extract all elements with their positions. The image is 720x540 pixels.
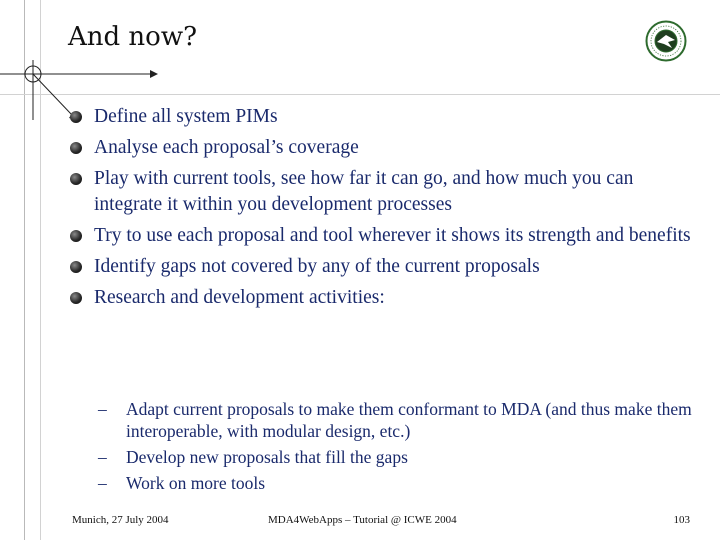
dash-marker: – bbox=[98, 399, 107, 419]
bullet-dot-icon bbox=[70, 111, 82, 123]
bullet-item bbox=[68, 135, 698, 161]
dash-marker: – bbox=[98, 447, 107, 467]
footer-date: Munich, 27 July 2004 bbox=[72, 514, 169, 526]
bullet-item bbox=[68, 223, 698, 249]
bullet-text: Identify gaps not covered by any of the current proposals bbox=[94, 256, 540, 277]
slide-title: And now? bbox=[68, 22, 198, 52]
bullet-item bbox=[68, 254, 698, 280]
bullet-dot-icon bbox=[70, 292, 82, 304]
sub-bullet-text: Develop new proposals that fill the gaps bbox=[126, 447, 408, 467]
bullet-text: Analyse each proposal’s coverage bbox=[94, 137, 359, 158]
page-number: 103 bbox=[673, 514, 690, 526]
sub-bullet-item bbox=[98, 398, 698, 442]
university-seal-icon bbox=[645, 20, 687, 62]
bullet-text: Play with current tools, see how far it can go, and how much you can integrate it within you development processes bbox=[94, 168, 634, 215]
bullet-item bbox=[68, 104, 698, 130]
sub-bullet-item bbox=[98, 446, 698, 468]
sub-bullet-text: Adapt current proposals to make them conformant to MDA (and thus make them interoperable, with modular design, etc.) bbox=[126, 399, 692, 441]
bullet-dot-icon bbox=[70, 230, 82, 242]
bullet-text: Research and development activities: bbox=[94, 287, 385, 308]
bullet-item bbox=[68, 166, 698, 218]
sub-bullet-item bbox=[98, 472, 698, 494]
bullet-dot-icon bbox=[70, 261, 82, 273]
bullet-list bbox=[68, 104, 698, 316]
bullet-text: Try to use each proposal and tool wherever it shows its strength and benefits bbox=[94, 225, 691, 246]
bullet-dot-icon bbox=[70, 173, 82, 185]
sub-bullet-text: Work on more tools bbox=[126, 473, 266, 493]
footer-event: MDA4WebApps – Tutorial @ ICWE 2004 bbox=[268, 514, 457, 526]
bullet-item bbox=[68, 285, 698, 311]
bullet-dot-icon bbox=[70, 142, 82, 154]
sub-bullet-list bbox=[98, 398, 698, 498]
dash-marker: – bbox=[98, 473, 107, 493]
bullet-text: Define all system PIMs bbox=[94, 106, 278, 127]
